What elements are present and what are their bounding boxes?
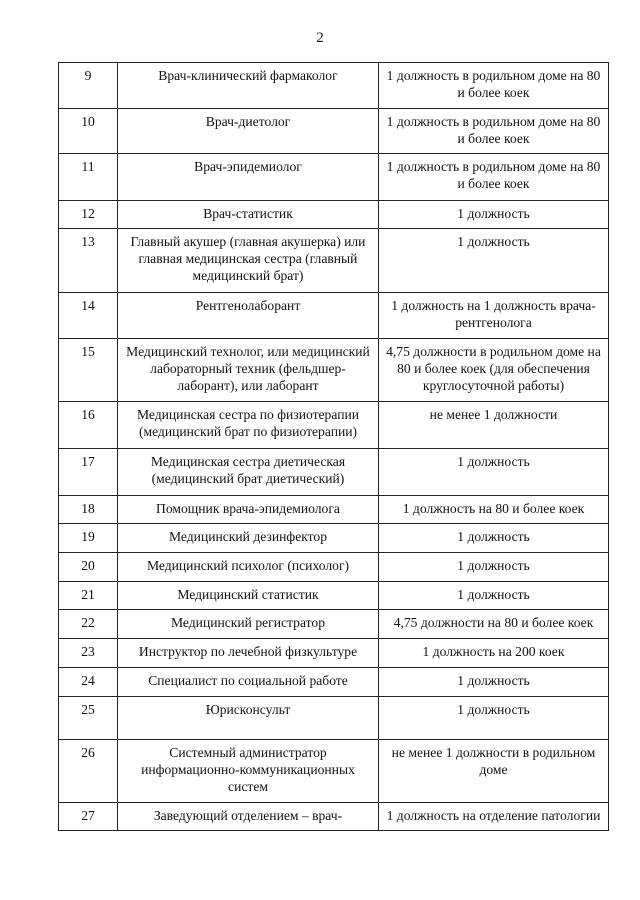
row-number: 12 — [59, 201, 118, 229]
staffing-norm: 1 должность в родильном доме на 80 и более коек — [379, 109, 609, 154]
table-row — [59, 201, 609, 229]
row-number: 19 — [59, 524, 118, 553]
position-name: Медицинская сестра диетическая (медицинский брат диетический) — [118, 449, 379, 496]
table-row — [59, 553, 609, 582]
row-number: 10 — [59, 109, 118, 154]
table-row — [59, 524, 609, 553]
table-row — [59, 610, 609, 639]
table-row — [59, 154, 609, 201]
row-number: 14 — [59, 293, 118, 339]
row-number: 15 — [59, 339, 118, 402]
table-row — [59, 496, 609, 524]
position-name: Медицинская сестра по физиотерапии (медицинский брат по физиотерапии) — [118, 402, 379, 449]
staffing-norm: 1 должность — [379, 582, 609, 610]
position-name: Рентгенолаборант — [118, 293, 379, 339]
table-row — [59, 449, 609, 496]
staffing-norm: 1 должность на 200 коек — [379, 639, 609, 668]
table-row — [59, 63, 609, 109]
position-name: Врач-клинический фармаколог — [118, 63, 379, 109]
table-row — [59, 293, 609, 339]
staffing-norm: 1 должность на 80 и более коек — [379, 496, 609, 524]
row-number: 26 — [59, 740, 118, 803]
row-number: 18 — [59, 496, 118, 524]
row-number: 9 — [59, 63, 118, 109]
row-number: 23 — [59, 639, 118, 668]
table-row — [59, 803, 609, 831]
row-number: 17 — [59, 449, 118, 496]
table-row — [59, 697, 609, 740]
staffing-table — [58, 62, 609, 831]
row-number: 20 — [59, 553, 118, 582]
staffing-norm: 4,75 должности в родильном доме на 80 и более коек (для обеспечения круглосуточной работы) — [379, 339, 609, 402]
position-name: Медицинский дезинфектор — [118, 524, 379, 553]
position-name: Медицинский регистратор — [118, 610, 379, 639]
staffing-norm: 1 должность — [379, 229, 609, 293]
position-name: Заведующий отделением – врач- — [118, 803, 379, 831]
row-number: 16 — [59, 402, 118, 449]
staffing-norm: 1 должность в родильном доме на 80 и более коек — [379, 154, 609, 201]
position-name: Специалист по социальной работе — [118, 668, 379, 697]
position-name: Главный акушер (главная акушерка) или главная медицинская сестра (главный медицинский брат) — [118, 229, 379, 293]
staffing-norm: не менее 1 должности в родильном доме — [379, 740, 609, 803]
staffing-norm: не менее 1 должности — [379, 402, 609, 449]
row-number: 24 — [59, 668, 118, 697]
staffing-norm: 1 должность — [379, 668, 609, 697]
table-row — [59, 639, 609, 668]
staffing-norm: 1 должность — [379, 697, 609, 740]
table-row — [59, 740, 609, 803]
position-name: Медицинский статистик — [118, 582, 379, 610]
staffing-norm: 1 должность — [379, 201, 609, 229]
position-name: Инструктор по лечебной физкультуре — [118, 639, 379, 668]
staffing-norm: 1 должность в родильном доме на 80 и более коек — [379, 63, 609, 109]
row-number: 11 — [59, 154, 118, 201]
page-number: 2 — [316, 30, 324, 46]
staffing-norm: 1 должность — [379, 449, 609, 496]
table-row — [59, 109, 609, 154]
position-name: Врач-статистик — [118, 201, 379, 229]
table-row — [59, 402, 609, 449]
position-name: Медицинский психолог (психолог) — [118, 553, 379, 582]
staffing-norm: 1 должность — [379, 524, 609, 553]
table-row — [59, 339, 609, 402]
table-row — [59, 229, 609, 293]
row-number: 27 — [59, 803, 118, 831]
position-name: Системный администратор информационно-коммуникационных систем — [118, 740, 379, 803]
staffing-norm: 1 должность на отделение патологии — [379, 803, 609, 831]
staffing-norm: 4,75 должности на 80 и более коек — [379, 610, 609, 639]
position-name: Врач-диетолог — [118, 109, 379, 154]
staffing-norm: 1 должность на 1 должность врача-рентгенолога — [379, 293, 609, 339]
position-name: Медицинский технолог, или медицинский лабораторный техник (фельдшер-лаборант), или лаборант — [118, 339, 379, 402]
table-row — [59, 582, 609, 610]
staffing-norm: 1 должность — [379, 553, 609, 582]
position-name: Юрисконсульт — [118, 697, 379, 740]
row-number: 25 — [59, 697, 118, 740]
row-number: 21 — [59, 582, 118, 610]
row-number: 22 — [59, 610, 118, 639]
table-row — [59, 668, 609, 697]
position-name: Врач-эпидемиолог — [118, 154, 379, 201]
row-number: 13 — [59, 229, 118, 293]
position-name: Помощник врача-эпидемиолога — [118, 496, 379, 524]
